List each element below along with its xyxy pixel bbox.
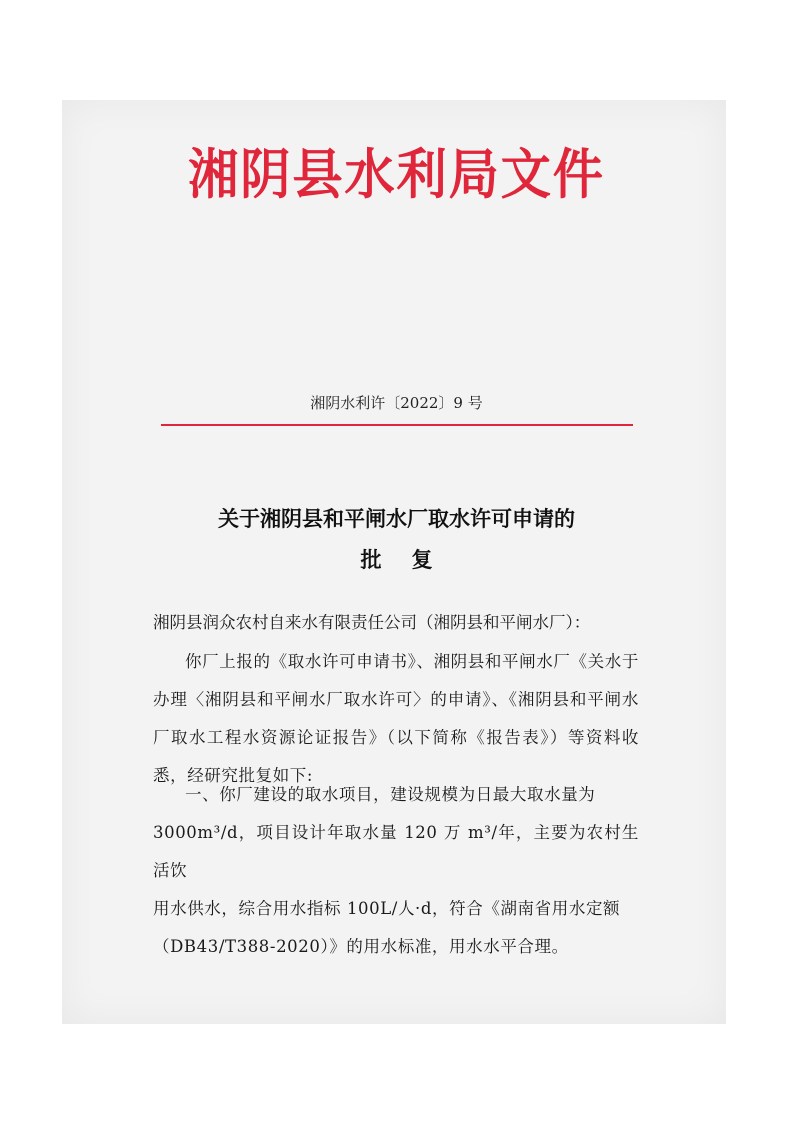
paragraph-2 [153,776,639,966]
document-number: 湘阴水利许〔2022〕9 号 [310,394,483,412]
paragraph-2-line: （DB43/T388-2020）》的用水标准，用水水平合理。 [153,937,569,956]
document-title-line1: 关于湘阴县和平闸水厂取水许可申请的 [218,507,575,531]
document-header-title: 湘阴县水利局文件 [188,143,605,206]
addressee: 湘阴县润众农村自来水有限责任公司（湘阴县和平闸水厂）： [153,613,591,632]
document-title-line2: 批复 [360,548,463,572]
paragraph-2-line: 3000m³/d，项目设计年取水量 120 万 m³/年，主要为农村生活饮 [153,823,639,880]
paragraph-2-line: 用水供水，综合用水指标 100L/人·d，符合《湖南省用水定额 [153,899,621,918]
paragraph-2-line: 一、你厂建设的取水项目，建设规模为日最大取水量为 [185,785,596,804]
red-divider-line [161,424,633,426]
paragraph-1: 你厂上报的《取水许可申请书》、湘阴县和平闸水厂《关水于办理〈湘阴县和平闸水厂取水许可〉的申请》、《湘阴县和平闸水厂取水工程水资源论证报告》（以下简称《报告表》）等资料收悉，经研究批复如下: [153,652,639,785]
